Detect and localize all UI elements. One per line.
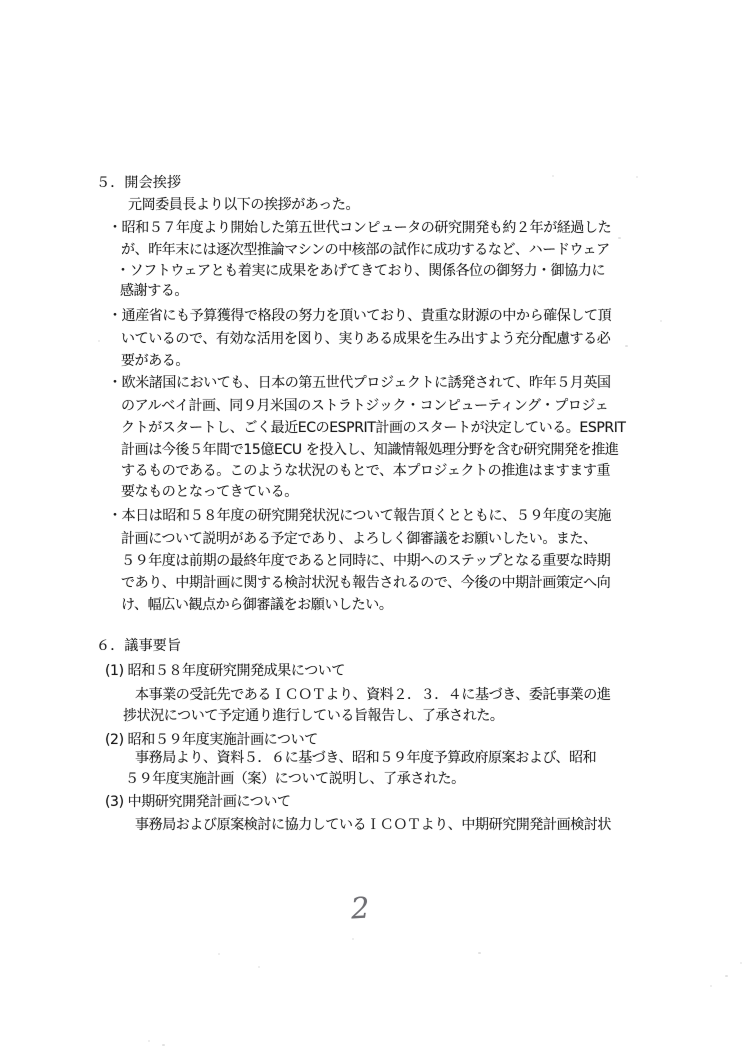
agenda-item-3-heading: (3) 中期研究開発計画について [105,794,291,810]
remarks-line: 計画は今後５年間で15億ECU を投入し、知識情報処理分野を含む研究開発を推進 [121,442,619,458]
agenda-item-2-text: ５９年度実施計画（案）について説明し、了承された。 [125,771,465,787]
scan-noise-speck [478,952,481,954]
section-6-heading: ６．議事要旨 [96,638,182,654]
handwritten-page-number: 2 [350,890,371,926]
remarks-line: が、昨年末には逐次型推論マシンの中核部の試作に成功するなど、ハードウェア [121,242,610,258]
scan-noise-speck [218,953,220,955]
scan-noise-speck [710,985,712,987]
remarks-line: 計画について説明がある予定であり、よろしく御審議をお願いしたい。また、 [121,531,597,547]
remarks-line: するものである。このような状況のもとで、本プロジェクトの推進はますます重 [121,463,611,479]
scan-noise-speck [636,176,638,178]
remarks-line: クトがスタートし、ごく最近ECのESPRIT計画のスタートが決定している。ESPRIT [121,420,626,436]
remarks-line: け、幅広い観点から御審議をお願いしたい。 [121,597,393,613]
remarks-line: 要なものとなってきている。 [121,484,298,500]
scan-noise-speck [625,345,628,347]
scan-noise-speck [162,1044,165,1046]
scan-noise-speck [552,175,554,177]
scan-noise-speck [618,237,621,239]
scan-noise-speck [98,340,100,342]
remarks-line: ・ソフトウェアとも着実に成果をあげてきており、関係各位の御努力・御協力に [116,263,606,279]
remarks-line: ・通産省にも予算獲得で格段の努力を頂いており、貴重な財源の中から確保して頂 [108,308,612,324]
remarks-line: 感謝する。 [120,283,188,299]
agenda-item-2-heading: (2) 昭和５９年度実施計画について [105,732,318,748]
scan-noise-speck [148,1040,150,1042]
scan-noise-speck [725,975,728,977]
remarks-line: ・昭和５７年度より開始した第五世代コンピュータの研究開発も約２年が経過した [108,220,612,236]
agenda-item-1-text: 捗状況について予定通り進行している旨報告し、了承された。 [123,708,504,724]
agenda-item-1-text: 本事業の受託先であるＩＣＯＴより、資料２．３．４に基づき、委託事業の進 [135,687,611,703]
section-5-heading: ５．開会挨拶 [96,175,182,191]
remarks-line: ・本日は昭和５８年度の研究開発状況について報告頂くとともに、５９年度の実施 [108,508,611,524]
opening-remarks-intro: 元岡委員長より以下の挨拶があった。 [128,197,360,213]
scan-noise-speck [352,938,354,940]
remarks-line: 要がある。 [121,353,189,369]
scan-noise-speck [258,966,260,968]
agenda-item-1-heading: (1) 昭和５８年度研究開発成果について [105,663,346,679]
agenda-item-3-text: 事務局および原案検討に協力しているＩＣＯＴより、中期研究開発計画検討状 [135,817,611,833]
remarks-line: いているので、有効な活用を図り、実りある成果を生み出すよう充分配慮する必 [121,331,611,347]
scan-noise-speck [660,320,662,322]
remarks-line: のアルベイ計画、同９月米国のストラトジック・コンピューティング・プロジェ [121,398,609,414]
agenda-item-2-text: 事務局より、資料５．６に基づき、昭和５９年度予算政府原案および、昭和 [135,750,597,766]
remarks-line: ５９年度は前期の最終年度であると同時に、中期へのステップとなる重要な時期 [121,553,611,569]
scan-noise-speck [740,962,742,964]
remarks-line: ・欧米諸国においても、日本の第五世代プロジェクトに誘発されて、昨年５月英国 [108,375,611,391]
remarks-line: であり、中期計画に関する検討状況も報告されるので、今後の中期計画策定へ向 [121,575,611,591]
